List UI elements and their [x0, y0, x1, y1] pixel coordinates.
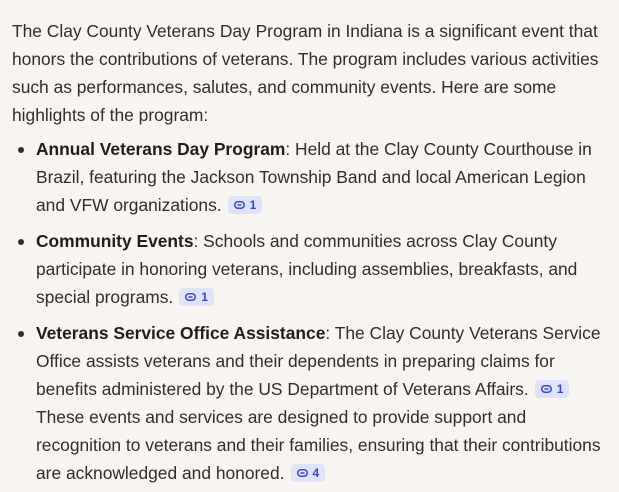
link-icon — [541, 385, 552, 393]
item-text: : Held at the Clay County Courthouse in Brazil, featuring the Jackson Township Band and local American Legion and VFW organizations. — [36, 139, 592, 215]
citation-count: 1 — [249, 198, 257, 212]
item-title: Community Events — [36, 231, 194, 251]
bullet-dot — [18, 239, 24, 245]
link-icon — [234, 201, 245, 209]
bullet-dot — [18, 147, 24, 153]
item-title: Veterans Service Office Assistance — [36, 323, 326, 343]
highlights-list — [12, 135, 611, 487]
item-text: : Schools and communities across Clay County participate in honoring veterans, including assemblies, breakfasts, and special programs. — [36, 231, 578, 307]
list-item — [12, 227, 611, 311]
citation-count: 1 — [201, 290, 208, 304]
link-icon — [297, 469, 308, 477]
bullet-dot — [18, 331, 24, 337]
citation-chip[interactable] — [291, 464, 326, 482]
list-item — [12, 135, 611, 219]
citation-count: 4 — [312, 466, 320, 480]
item-title: Annual Veterans Day Program — [36, 139, 286, 159]
list-item — [12, 319, 611, 487]
intro-paragraph: The Clay County Veterans Day Program in Indiana is a significant event that honors the contributions of veterans. The program includes various activities such as performances, salutes, and community events. Here are some highlights of the program: — [12, 21, 599, 125]
citation-chip[interactable] — [228, 196, 263, 214]
citation-chip[interactable] — [535, 380, 570, 398]
link-icon — [185, 293, 196, 301]
closing-text: These events and services are designed to provide support and recognition to veterans and their families, ensuring that their contributions are acknowledged and honored. — [36, 407, 601, 483]
citation-chip[interactable] — [179, 288, 214, 306]
citation-count: 1 — [556, 382, 564, 396]
item-text: : The Clay County Veterans Service Office assists veterans and their dependents in preparing claims for benefits administered by the US Department of Veterans Affairs. — [36, 323, 601, 399]
